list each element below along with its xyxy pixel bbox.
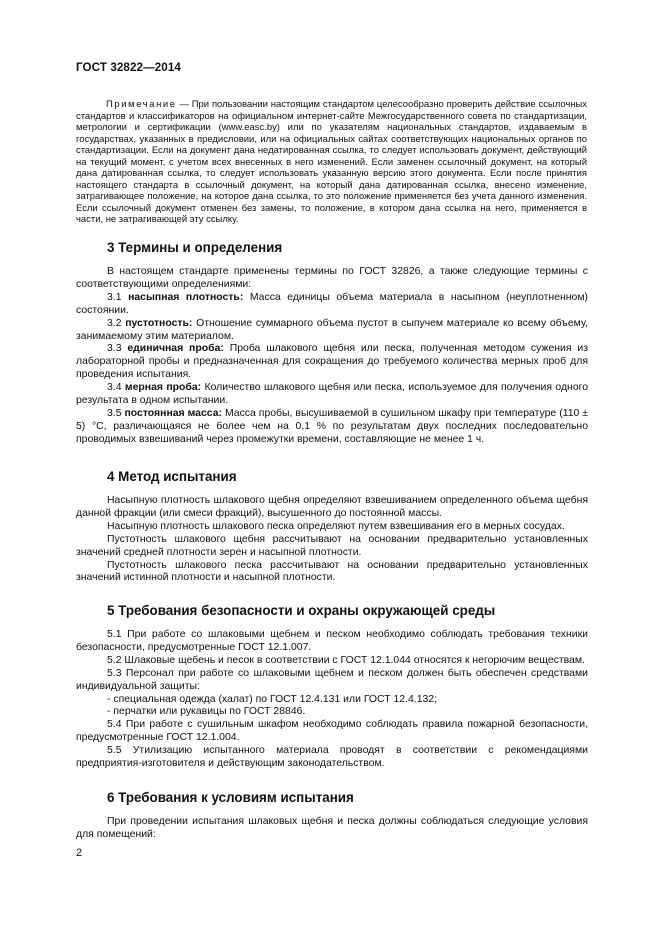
term-3-4: 3.4 мерная проба: Количество шлакового щебня или песка, используемое для получения одного результата в одном испытании. — [76, 382, 589, 407]
reference-note — [76, 99, 587, 226]
section-4-para: Пустотность шлакового щебня рассчитывают на основании предварительно установленных значений средней плотности зерен и насыпной плотности. — [76, 533, 588, 558]
section-3-intro: В настоящем стандарте применены термины по ГОСТ 32826, а также следующие термины с соответствующими определениями: — [76, 266, 588, 290]
term-3-3: 3.3 единичная проба: Проба шлакового щебня или песка, полученная методом сужения из лабораторной пробы и предназначенная для сокращения до требуемого количества мерных проб для проведения испытания. — [76, 343, 588, 381]
section-5-para: 5.1 При работе со шлаковыми щебнем и песком необходимо соблюдать требования техники безопасности, предусмотренные ГОСТ 12.1.007. — [76, 629, 588, 653]
section-4-para: Пустотность шлакового песка рассчитывают на основании предварительно установленных значений истинной плотности и насыпной плотности. — [76, 559, 588, 584]
section-5-para: 5.2 Шлаковые щебень и песок в соответствии с ГОСТ 12.1.044 относятся к негорючим веществам. — [107, 654, 585, 666]
section-5-heading: 5 Требования безопасности и охраны окружающей среды — [107, 603, 496, 618]
section-6-para: При проведении испытания шлаковых щебня и песка должны соблюдаться следующие условия для помещений: — [76, 816, 588, 840]
note-text: — При пользовании настоящим стандартом целесообразно проверить действие ссылочных стандартов и классификаторов на официальном интернет-сайте Межгосударственного совета по стандартизации, метрологии и сертификации (www.easc.by) или по указателям национальных стандартов, издаваемым в государствах, указанных в предисловии, или на официальных сайтах соответствующих национальных органов по стандартизации. Если на документ дана недатированная ссылка, то следует использовать документ, действующий на текущий момент, с учетом всех внесенных в него изменений. Если заменен ссылочный документ, на который дана датированная ссылка, то следует использовать указанную версию этого документа. Если после принятия настоящего стандарта в ссылочный документ, на который дана датированная ссылка, внесено изменение, затрагивающее положение, на которое дана ссылка, то это положение применяется без учета данного изменения. Если ссылочный документ отменен без замены, то положение, в котором дана ссылка на него, применяется в части, не затрагивающей эту ссылку. — [76, 99, 587, 226]
term-3-5: 3.5 постоянная масса: Масса пробы, высушиваемой в сушильном шкафу при температуре (110 ± 5) °С, различающаяся не более чем на 0,1 % по результатам двух последних последовательно проводимых взвешиваний через промежутки времени, составляющие не менее 1 ч. — [76, 407, 588, 445]
section-5-para: 5.5 Утилизацию испытанного материала проводят в соответствии с рекомендациями предприятия-изготовителя и действующим законодательством. — [76, 745, 588, 770]
section-4-para: Насыпную плотность шлакового песка определяют путем взвешивания его в мерных сосудах. — [107, 520, 565, 532]
section-4-heading: 4 Метод испытания — [107, 469, 237, 484]
section-6-heading: 6 Требования к условиям испытания — [107, 790, 354, 805]
section-3-heading: 3 Термины и определения — [107, 240, 283, 255]
section-4-body — [76, 495, 588, 585]
term-3-1: 3.1 насыпная плотность: Масса единицы объема материала в насыпном (неуплотненном) состоянии. — [76, 291, 588, 316]
term-3-2: 3.2 пустотность: Отношение суммарного объема пустот в сыпучем материале ко всему объему, занимаемому этим материалом. — [76, 317, 588, 342]
section-5-list-item: - перчатки или рукавицы по ГОСТ 28846. — [107, 706, 306, 718]
section-5-body — [76, 629, 588, 771]
page-number: 2 — [76, 847, 83, 859]
section-5-para: 5.4 При работе с сушильным шкафом необходимо соблюдать правила пожарной безопасности, предусмотренные ГОСТ 12.1.004. — [76, 719, 588, 744]
note-label: Примечание — [106, 99, 177, 110]
section-4-para: Насыпную плотность шлакового щебня определяют взвешиванием определенного объема щебня данной фракции (или смеси фракций), высушенного до постоянной массы. — [76, 495, 588, 519]
section-3-body — [76, 266, 588, 447]
section-5-list-item: - специальная одежда (халат) по ГОСТ 12.4.131 или ГОСТ 12.4.132; — [107, 693, 438, 705]
section-6-body — [76, 816, 588, 842]
document-header: ГОСТ 32822—2014 — [76, 61, 181, 74]
section-5-para: 5.3 Персонал при работе со шлаковыми щебнем и песком должен быть обеспечен средствами индивидуальной защиты: — [76, 667, 588, 692]
